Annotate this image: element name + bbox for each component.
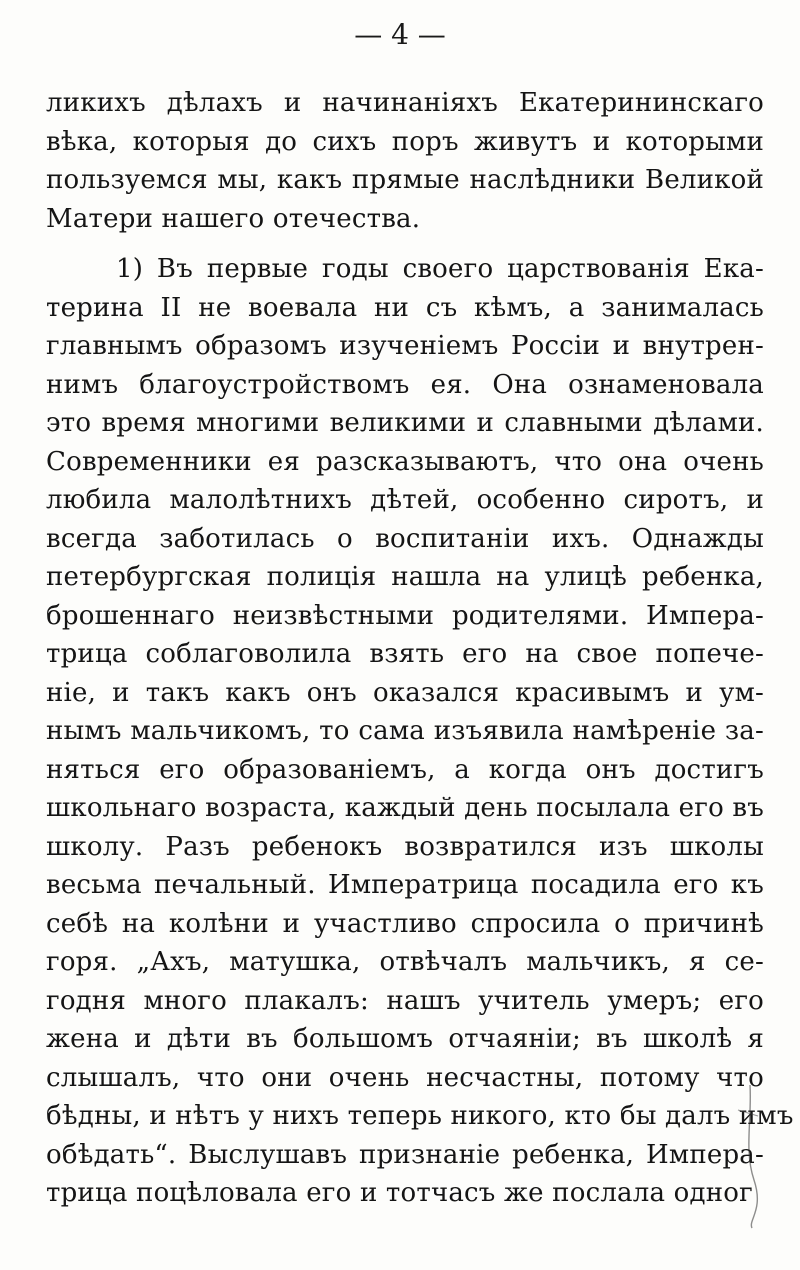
page-number: — 4 —: [354, 18, 446, 51]
text-line: бѣдны, и нѣтъ у нихъ теперь никого, кто бы далъ имъ: [46, 1101, 794, 1131]
text-line: Матери нашего отечества.: [46, 203, 421, 234]
paragraph-gap: [46, 238, 764, 250]
text-line: ликихъ дѣлахъ и начинаніяхъ Екатерининскаго: [46, 88, 764, 118]
text-line: нимъ благоустройствомъ ея. Она ознаменовала: [46, 369, 764, 400]
text-line: главнымъ образомъ изученіемъ Россіи и внутрен-: [46, 331, 764, 361]
text-line: Современники ея разсказываютъ, что она очень: [46, 446, 764, 477]
text-line: 1) Въ первые годы своего царствованія Ека-: [116, 254, 764, 284]
text-line: ніе, и такъ какъ онъ оказался красивымъ и ум-: [46, 677, 764, 708]
text-line: любила малолѣтнихъ дѣтей, особенно сиротъ, и: [46, 485, 764, 515]
text-line: школьнаго возраста, каждый день посылала его въ: [46, 793, 764, 823]
text-line: няться его образованіемъ, а когда онъ достигъ: [46, 754, 764, 785]
text-line: терина II не воевала ни съ кѣмъ, а занималась: [46, 292, 764, 323]
text-line: трица соблаговолила взять его на свое попече-: [46, 639, 764, 669]
text-line: весьма печальный. Императрица посадила его къ: [46, 870, 764, 900]
text-line: петербургская полиція нашла на улицѣ ребенка,: [46, 562, 764, 592]
text-line: жена и дѣти въ большомъ отчаяніи; въ школѣ я: [46, 1024, 764, 1054]
text-line: себѣ на колѣни и участливо спросила о причинѣ: [46, 908, 764, 939]
text-line: вѣка, которыя до сихъ поръ живутъ и которыми: [46, 126, 764, 157]
text-line: пользуемся мы, какъ прямые наслѣдники Великой: [46, 165, 764, 195]
text-line: обѣдать“. Выслушавъ признаніе ребенка, Импера-: [46, 1139, 764, 1170]
text-line: годня много плакалъ: нашъ учитель умеръ; его: [46, 985, 764, 1016]
text-line: брошеннаго неизвѣстными родителями. Импера-: [46, 600, 764, 631]
text-line: это время многими великими и славными дѣлами.: [46, 408, 764, 438]
text-line: школу. Разъ ребенокъ возвратился изъ школы: [46, 831, 764, 862]
text-line: горя. „Ахъ, матушка, отвѣчалъ мальчикъ, я се-: [46, 947, 764, 977]
text-line: всегда заботилась о воспитаніи ихъ. Однажды: [46, 523, 764, 554]
text-line: слышалъ, что они очень несчастны, потому что: [46, 1062, 764, 1093]
text-line: нымъ мальчикомъ, то сама изъявила намѣреніе за-: [46, 716, 764, 746]
body-text: [46, 84, 794, 1213]
ink-smudge-mark: [730, 1080, 770, 1230]
text-line: трица поцѣловала его и тотчасъ же послала одног: [46, 1178, 753, 1208]
